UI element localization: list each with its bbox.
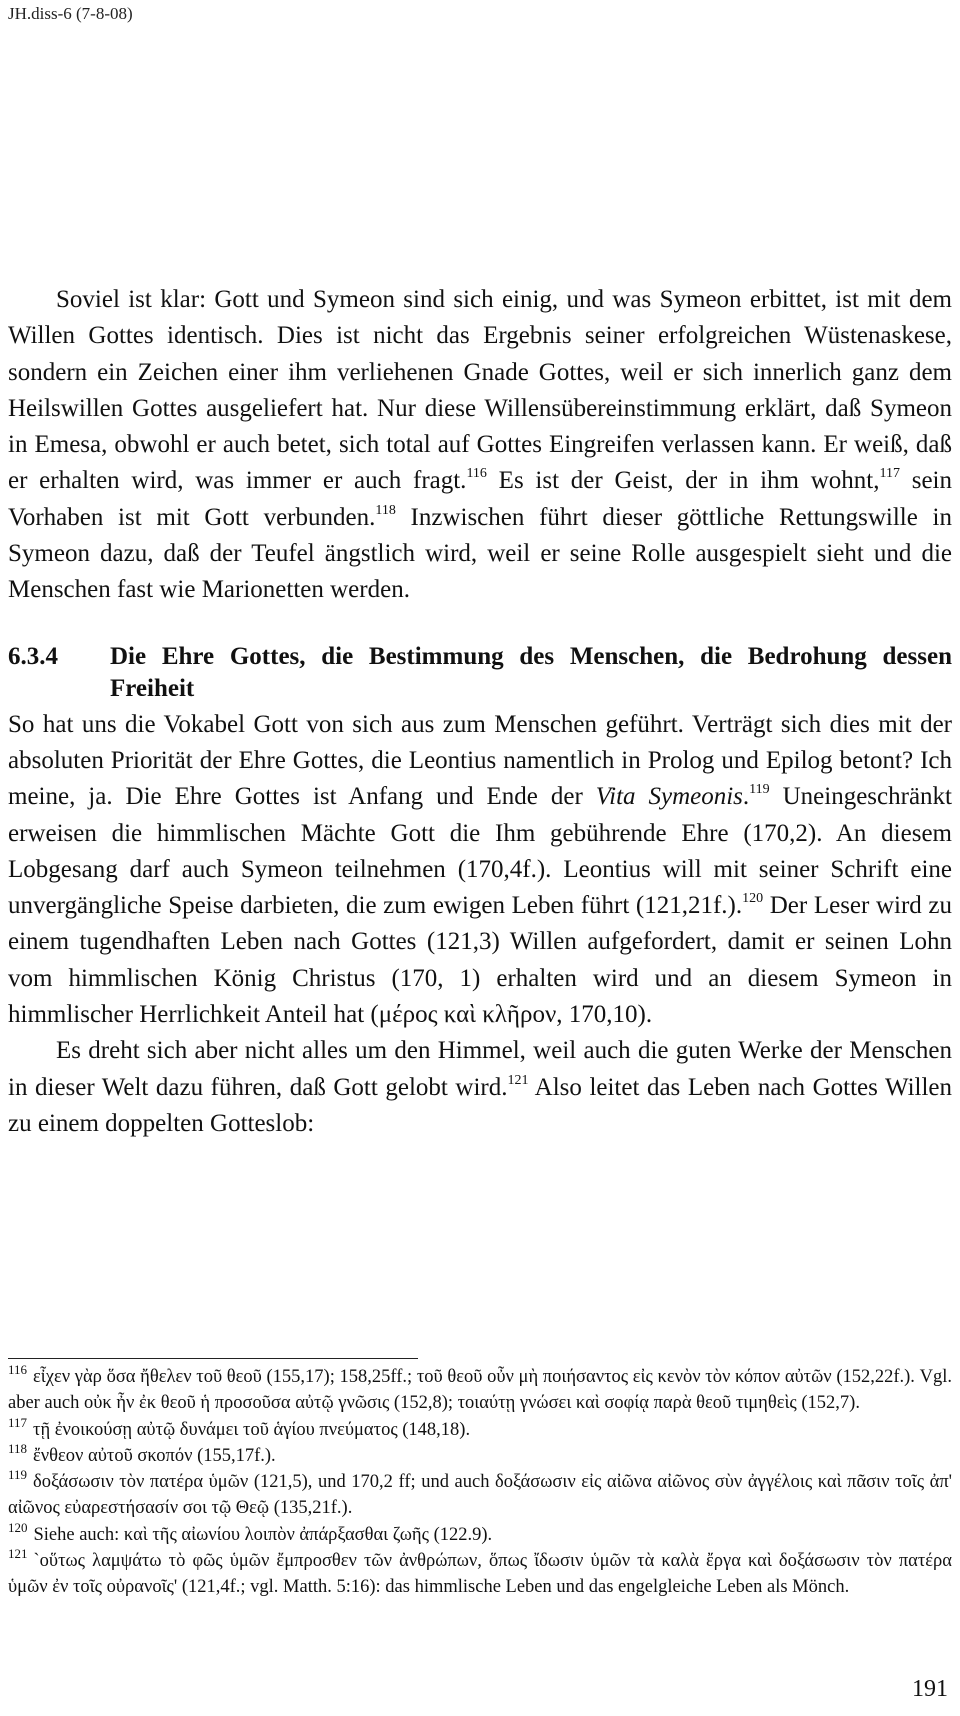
footnote-number: 117 [8,1414,28,1430]
footnote-divider [8,1358,418,1359]
footnote-ref-121: 121 [507,1072,529,1088]
footnote [8,1364,952,1417]
paragraph-2: So hat uns die Vokabel Gott von sich aus zum Menschen geführt. Verträgt sich dies mit der absoluten Priorität der Ehre Gottes, die Leontius namentlich in Prolog und Epilog betont? Ich meine, ja. Die Ehre Gottes ist Anfang und Ende der Vita Symeonis.$^{119}$ Uneingeschränkt erweisen die himmlischen Mächte Gott die Ihm gebührende Ehre (170,2). An diesem Lobgesang darf auch Symeon teilnehmen (170,4f.). Leontius will mit seiner Schrift eine unvergängliche Speise darbieten, die zum ewigen Leben führt (121,21f.).$^{120}$ Der Leser wird zu einem tugendhaften Leben nach Gottes (121,3) Willen aufgefordert, damit er seinen Lohn vom himmlischen König Christus (170, 1) erhalten wird und an diesem Symeon in himmlischer Herrlichkeit Anteil hat (μέρος καὶ κλῆρον, 170,10). [8,710,952,1029]
footnote-text: Siehe auch: καὶ τῆς αἰωνίου λοιπὸν ἀπάρξασθαι ζωῆς (122.9). [33,1524,493,1545]
footnote-number: 119 [8,1467,28,1483]
footnote-number: 120 [8,1519,28,1535]
footnote-text: `οὕτως λαμψάτω τὸ φῶς ὑμῶν ἔμπροσθεν τῶν ἀνθρώπων, ὅπως ἴδωσιν ὑμῶν τὰ καλὰ ἔργα καὶ δοξάσωσιν τὸν πατέρα ὑμῶν ἐν τοῖς οὐρανοῖς' (121,4f.; vgl. Matth. 5:16): das himmlische Leben und das engelgleiche Leben als Mönch. [8,1551,952,1598]
footnote [8,1440,952,1469]
section-heading [8,641,952,705]
footnote-text: δοξάσωσιν τὸν πατέρα ὑμῶν (121,5), und 170,2 ff; und auch δοξάσωσιν εἰς αἰῶνα αἰῶνος σὺν ἀγγέλοις καὶ πᾶσιν τοῖς ἀπ' αἰῶνος εὐαρεστήσασίν σοι τῷ Θεῷ (135,21f.). [8,1472,952,1519]
footnote-number: 121 [8,1546,28,1562]
footnote-number: 116 [8,1362,28,1377]
footnote-ref-119: 119 [749,782,770,798]
footnote-ref-117: 117 [879,466,900,482]
footnote-ref-120: 120 [742,891,764,907]
footnote-text: τῇ ἐνοικούσῃ αὐτῷ δυνάμει τοῦ ἁγίου πνεύματος (148,18). [33,1419,471,1440]
section-number: 6.3.4 [8,642,58,670]
footnote-text: ἔνθεον αὐτοῦ σκοπόν (155,17f.). [33,1445,276,1466]
paragraph-3: Es dreht sich aber nicht alles um den Himmel, weil auch die guten Werke der Menschen in dieser Welt dazu führen, daß Gott gelobt wird.$^{121}$ Also leitet das Leben nach Gottes Willen zu einem doppelten Gotteslob: [8,1037,953,1137]
footnote [8,1548,952,1601]
paragraph-1: Soviel ist klar: Gott und Symeon sind sich einig, und was Symeon erbittet, ist mit dem Willen Gottes identisch. Dies ist nicht das Ergebnis seiner erfolgreichen Wüstenaskese, sondern ein Zeichen einer ihm verliehenen Gnade Gottes, weil er sich innerlich ganz dem Heilswillen Gottes ausgeliefert hat. Nur diese Willensübereinstimmung erklärt, daß Symeon in Emesa, obwohl er auch betet, sich total auf Gottes Eingreifen verlassen kann. Er weiß, daß er erhalten wird, was immer er auch fragt.$^{116}$ Es ist der Geist, der in ihm wohnt,$^{117}$ sein Vorhaben ist mit Gott verbunden.$^{118}$ Inzwischen führt dieser göttliche Rettungswille in Symeon dazu, daß der Teufel ängstlich wird, weil er seine Rolle ausgespielt sieht und die Menschen fast wie Marionetten werden. [8,286,952,604]
footnote-ref-116: 116 [466,466,487,482]
footnote [8,1519,952,1548]
footnote [8,1414,952,1443]
main-body [8,282,952,1142]
footnote-text: εἶχεν γὰρ ὅσα ἤθελεν τοῦ θεοῦ (155,17); 158,25ff.; τοῦ θεοῦ οὖν μὴ ποιήσαντος εἰς κενὸν τὸν κόπον αὐτῶν (152,22f.). Vgl. aber auch οὐκ ἦν ἐκ θεοῦ ἡ προσοῦσα αὐτῷ γνῶσις (152,8); τοιαύτῃ γνώσει καὶ σοφίᾳ παρὰ θεοῦ τιμηθεὶς (152,7). [8,1367,952,1414]
document-header: JH.diss-6 (7-8-08) [8,4,133,23]
footnote [8,1469,952,1522]
footnotes [8,1364,952,1601]
footnote-number: 118 [8,1440,28,1456]
section-title: Die Ehre Gottes, die Bestimmung des Menschen, die Bedrohung dessen Freiheit [110,642,952,702]
page-number: 191 [912,1676,948,1702]
footnote-ref-118: 118 [375,502,396,518]
italic-title: Vita Symeonis [595,783,743,811]
